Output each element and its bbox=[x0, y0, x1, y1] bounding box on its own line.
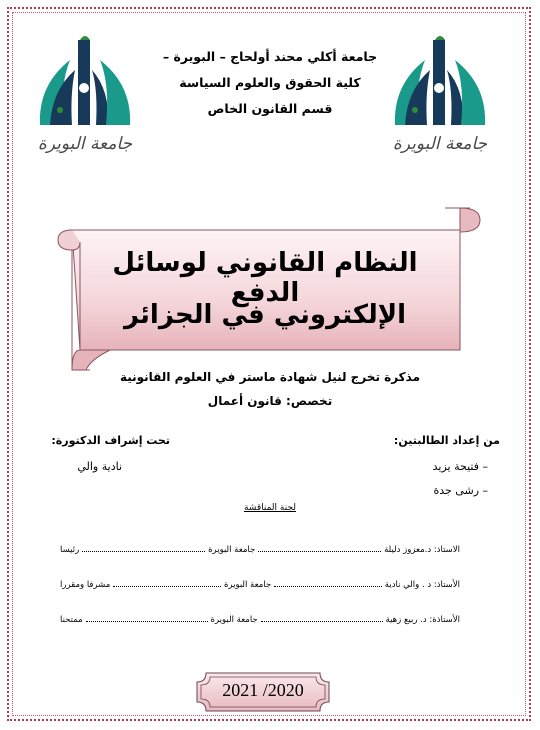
jury-member-row bbox=[60, 615, 460, 625]
jury-member-university: جامعة البويرة bbox=[223, 580, 272, 590]
logo-caption: جامعة البويرة bbox=[37, 134, 133, 154]
jury-member-row bbox=[60, 545, 460, 555]
academic-year: 2021 /2020 bbox=[222, 680, 304, 700]
faculty-name: كلية الحقوق والعلوم السياسة bbox=[179, 75, 361, 90]
jury-title: لجنة المناقشة bbox=[243, 503, 296, 513]
student-name: – رشى جدة bbox=[433, 484, 488, 497]
jury-member-name: الأستاذ: د . والي نادية bbox=[384, 580, 460, 590]
thesis-title-line2: الإلكتروني في الجزائر bbox=[123, 300, 407, 330]
university-logo-right bbox=[385, 30, 495, 160]
jury-member-university: جامعة البويرة bbox=[210, 615, 258, 625]
jury-member-name: الأستاذة: د. ربيع زهية bbox=[385, 615, 460, 625]
logo-caption: جامعة البويرة bbox=[392, 134, 488, 154]
jury-member-name: الاستاذ: د.معزوز دليلة bbox=[384, 545, 460, 555]
supervisor-label: تحت إشراف الدكتورة: bbox=[51, 434, 170, 447]
jury-member-role: رئيسا bbox=[59, 545, 80, 555]
university-name: جامعة أكلي محند أولحاج – البويرة – bbox=[162, 49, 378, 64]
jury-member-row bbox=[60, 580, 460, 590]
jury-member-university: جامعة البويرة bbox=[208, 545, 256, 555]
students-label: من إعداد الطالبتين: bbox=[393, 434, 500, 447]
university-header bbox=[150, 44, 390, 122]
logo-mark-icon bbox=[385, 30, 495, 135]
department-name: قسم القانون الخاص bbox=[207, 101, 333, 116]
jury-member-role: ممتحنا bbox=[59, 615, 83, 625]
jury-member-role: مشرفا ومقررا bbox=[60, 580, 111, 590]
university-logo-left bbox=[30, 30, 140, 160]
logo-mark-icon bbox=[30, 30, 140, 135]
thesis-title-line1: النظام القانوني لوسائل الدفع bbox=[112, 248, 418, 308]
supervisor-name: نادية والي bbox=[77, 460, 122, 473]
thesis-subtitle: مذكرة تخرج لنيل شهادة ماستر في العلوم القانونية bbox=[119, 370, 421, 384]
thesis-specialty: تخصص: قانون أعمال bbox=[207, 394, 333, 408]
student-name: – فتيحة يزيد bbox=[432, 460, 488, 473]
